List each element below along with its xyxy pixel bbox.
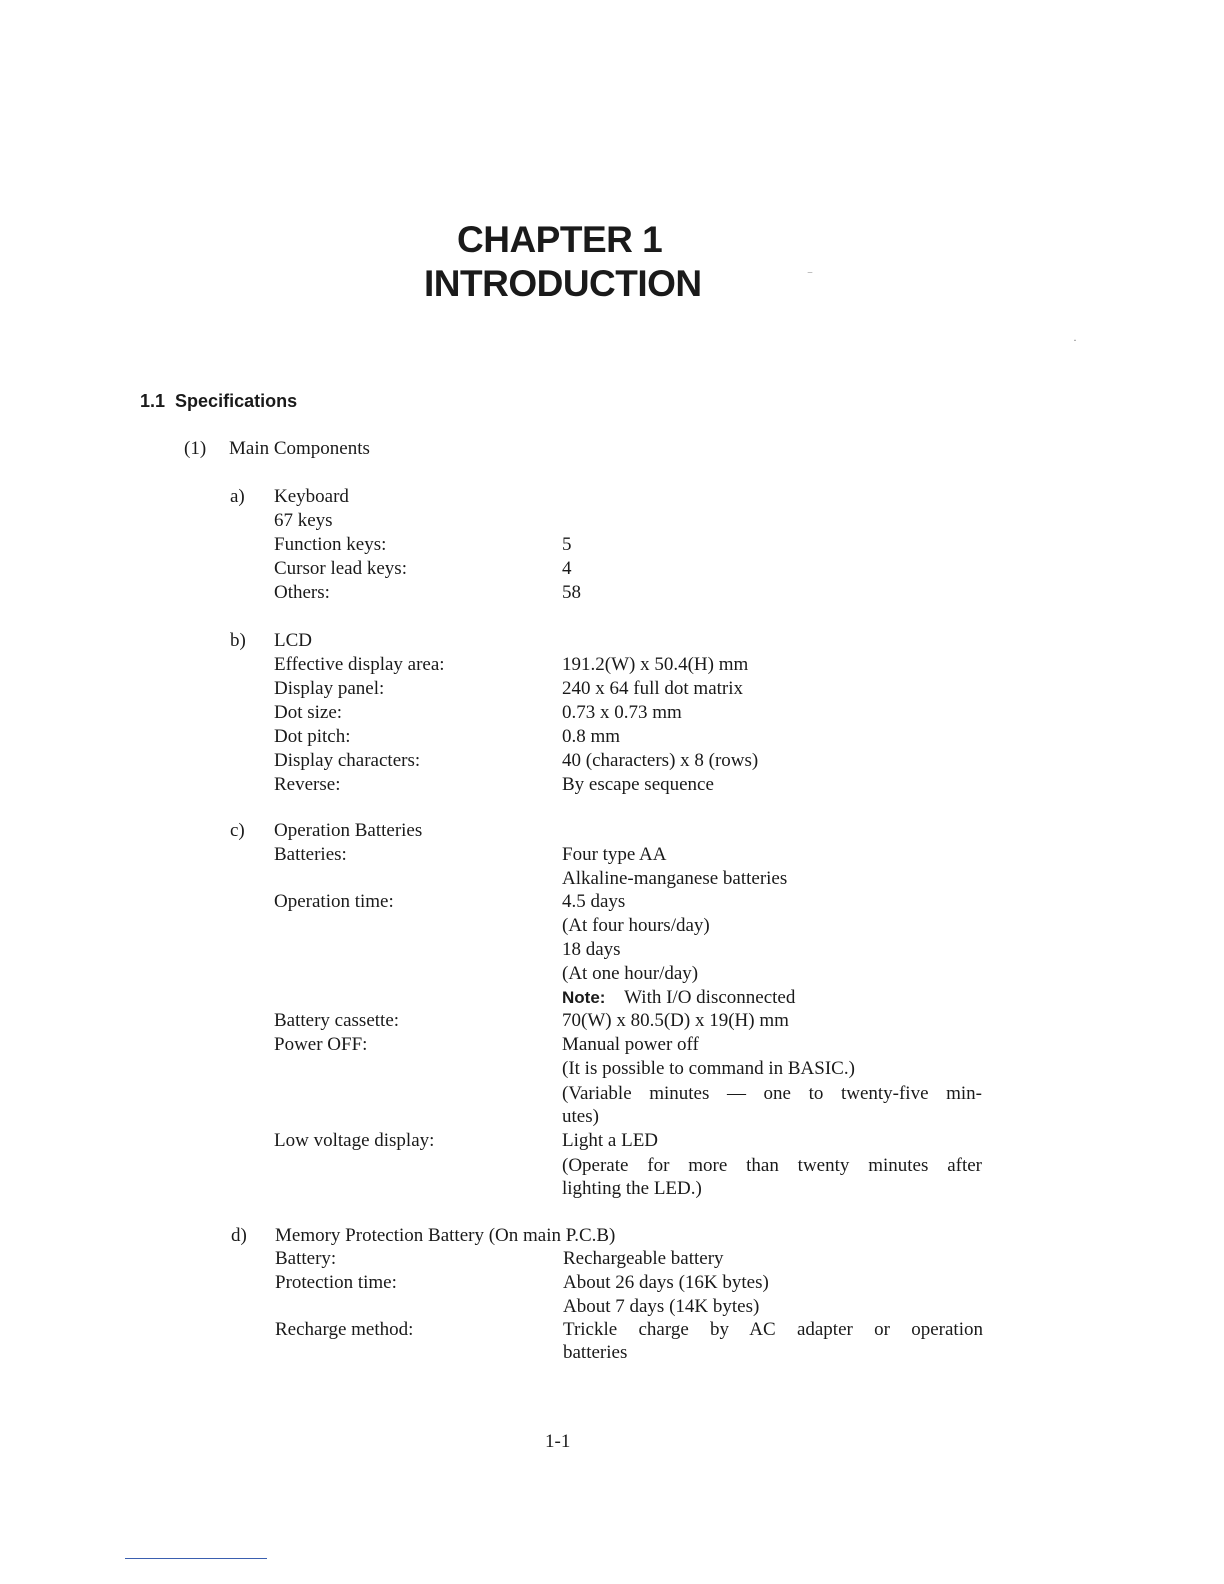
spec-label: Recharge method: bbox=[275, 1319, 414, 1340]
spec-value: Alkaline-manganese batteries bbox=[562, 868, 788, 889]
batteries-marker: c) bbox=[230, 820, 245, 841]
spec-value: By escape sequence bbox=[562, 774, 714, 795]
spec-label: Protection time: bbox=[275, 1272, 397, 1293]
spec-label: Others: bbox=[274, 582, 330, 603]
spec-value: (Variable minutes — one to twenty-five min- bbox=[562, 1083, 982, 1104]
lcd-title: LCD bbox=[274, 630, 312, 651]
spec-value: About 26 days (16K bytes) bbox=[563, 1272, 769, 1293]
spec-label: Effective display area: bbox=[274, 654, 445, 675]
spec-label: Dot pitch: bbox=[274, 726, 351, 747]
spec-value: 70(W) x 80.5(D) x 19(H) mm bbox=[562, 1010, 789, 1031]
spec-label: Battery: bbox=[275, 1248, 337, 1269]
memory-marker: d) bbox=[231, 1225, 247, 1246]
memory-title: Memory Protection Battery (On main P.C.B) bbox=[275, 1225, 616, 1246]
spec-value: Manual power off bbox=[562, 1034, 699, 1055]
scan-speck: · bbox=[1073, 333, 1077, 347]
spec-value: 4 bbox=[562, 558, 572, 579]
spec-value: 18 days bbox=[562, 939, 621, 960]
spec-label: Display panel: bbox=[274, 678, 385, 699]
spec-value: (It is possible to command in BASIC.) bbox=[562, 1058, 855, 1079]
chapter-title: CHAPTER 1 bbox=[457, 219, 663, 260]
spec-label: Batteries: bbox=[274, 844, 347, 865]
keyboard-total: 67 keys bbox=[274, 510, 333, 531]
spec-value: 0.8 mm bbox=[562, 726, 621, 747]
spec-label: Reverse: bbox=[274, 774, 341, 795]
spec-label: Cursor lead keys: bbox=[274, 558, 407, 579]
spec-value: Rechargeable battery bbox=[563, 1248, 724, 1269]
spec-value: About 7 days (14K bytes) bbox=[563, 1296, 760, 1317]
battery-note bbox=[562, 986, 795, 1010]
scan-speck: ‾ bbox=[808, 271, 812, 285]
spec-value: batteries bbox=[563, 1342, 628, 1363]
bottom-rule bbox=[125, 1558, 267, 1559]
spec-value: 58 bbox=[562, 582, 581, 603]
spec-label: Operation time: bbox=[274, 891, 394, 912]
subsection-number: (1) bbox=[184, 438, 207, 459]
keyboard-title: Keyboard bbox=[274, 486, 349, 507]
spec-value: lighting the LED.) bbox=[562, 1178, 702, 1199]
spec-value: 4.5 days bbox=[562, 891, 626, 912]
note-label: Note: bbox=[562, 988, 606, 1007]
spec-label: Battery cassette: bbox=[274, 1010, 400, 1031]
spec-value: 240 x 64 full dot matrix bbox=[562, 678, 744, 699]
spec-value: Four type AA bbox=[562, 844, 667, 865]
spec-label: Dot size: bbox=[274, 702, 343, 723]
spec-label: Low voltage display: bbox=[274, 1130, 435, 1151]
spec-value: Trickle charge by AC adapter or operation bbox=[563, 1319, 983, 1340]
batteries-title: Operation Batteries bbox=[274, 820, 423, 841]
page-number: 1-1 bbox=[545, 1431, 571, 1452]
spec-value: (At one hour/day) bbox=[562, 963, 699, 984]
keyboard-marker: a) bbox=[230, 486, 245, 507]
section-heading bbox=[140, 389, 297, 413]
spec-value: 40 (characters) x 8 (rows) bbox=[562, 750, 759, 771]
spec-value: 5 bbox=[562, 534, 572, 555]
lcd-marker: b) bbox=[230, 630, 246, 651]
section-title: Specifications bbox=[175, 391, 298, 411]
spec-value: (Operate for more than twenty minutes after bbox=[562, 1155, 982, 1176]
spec-label: Function keys: bbox=[274, 534, 387, 555]
spec-label: Power OFF: bbox=[274, 1034, 368, 1055]
spec-value: Light a LED bbox=[562, 1130, 659, 1151]
spec-value: 0.73 x 0.73 mm bbox=[562, 702, 682, 723]
spec-value: utes) bbox=[562, 1106, 599, 1127]
note-text: With I/O disconnected bbox=[624, 987, 796, 1008]
chapter-subtitle: INTRODUCTION bbox=[424, 263, 702, 304]
spec-value: 191.2(W) x 50.4(H) mm bbox=[562, 654, 749, 675]
section-number: 1.1 bbox=[140, 391, 166, 411]
subsection-title: Main Components bbox=[229, 438, 370, 459]
spec-value: (At four hours/day) bbox=[562, 915, 710, 936]
spec-label: Display characters: bbox=[274, 750, 421, 771]
